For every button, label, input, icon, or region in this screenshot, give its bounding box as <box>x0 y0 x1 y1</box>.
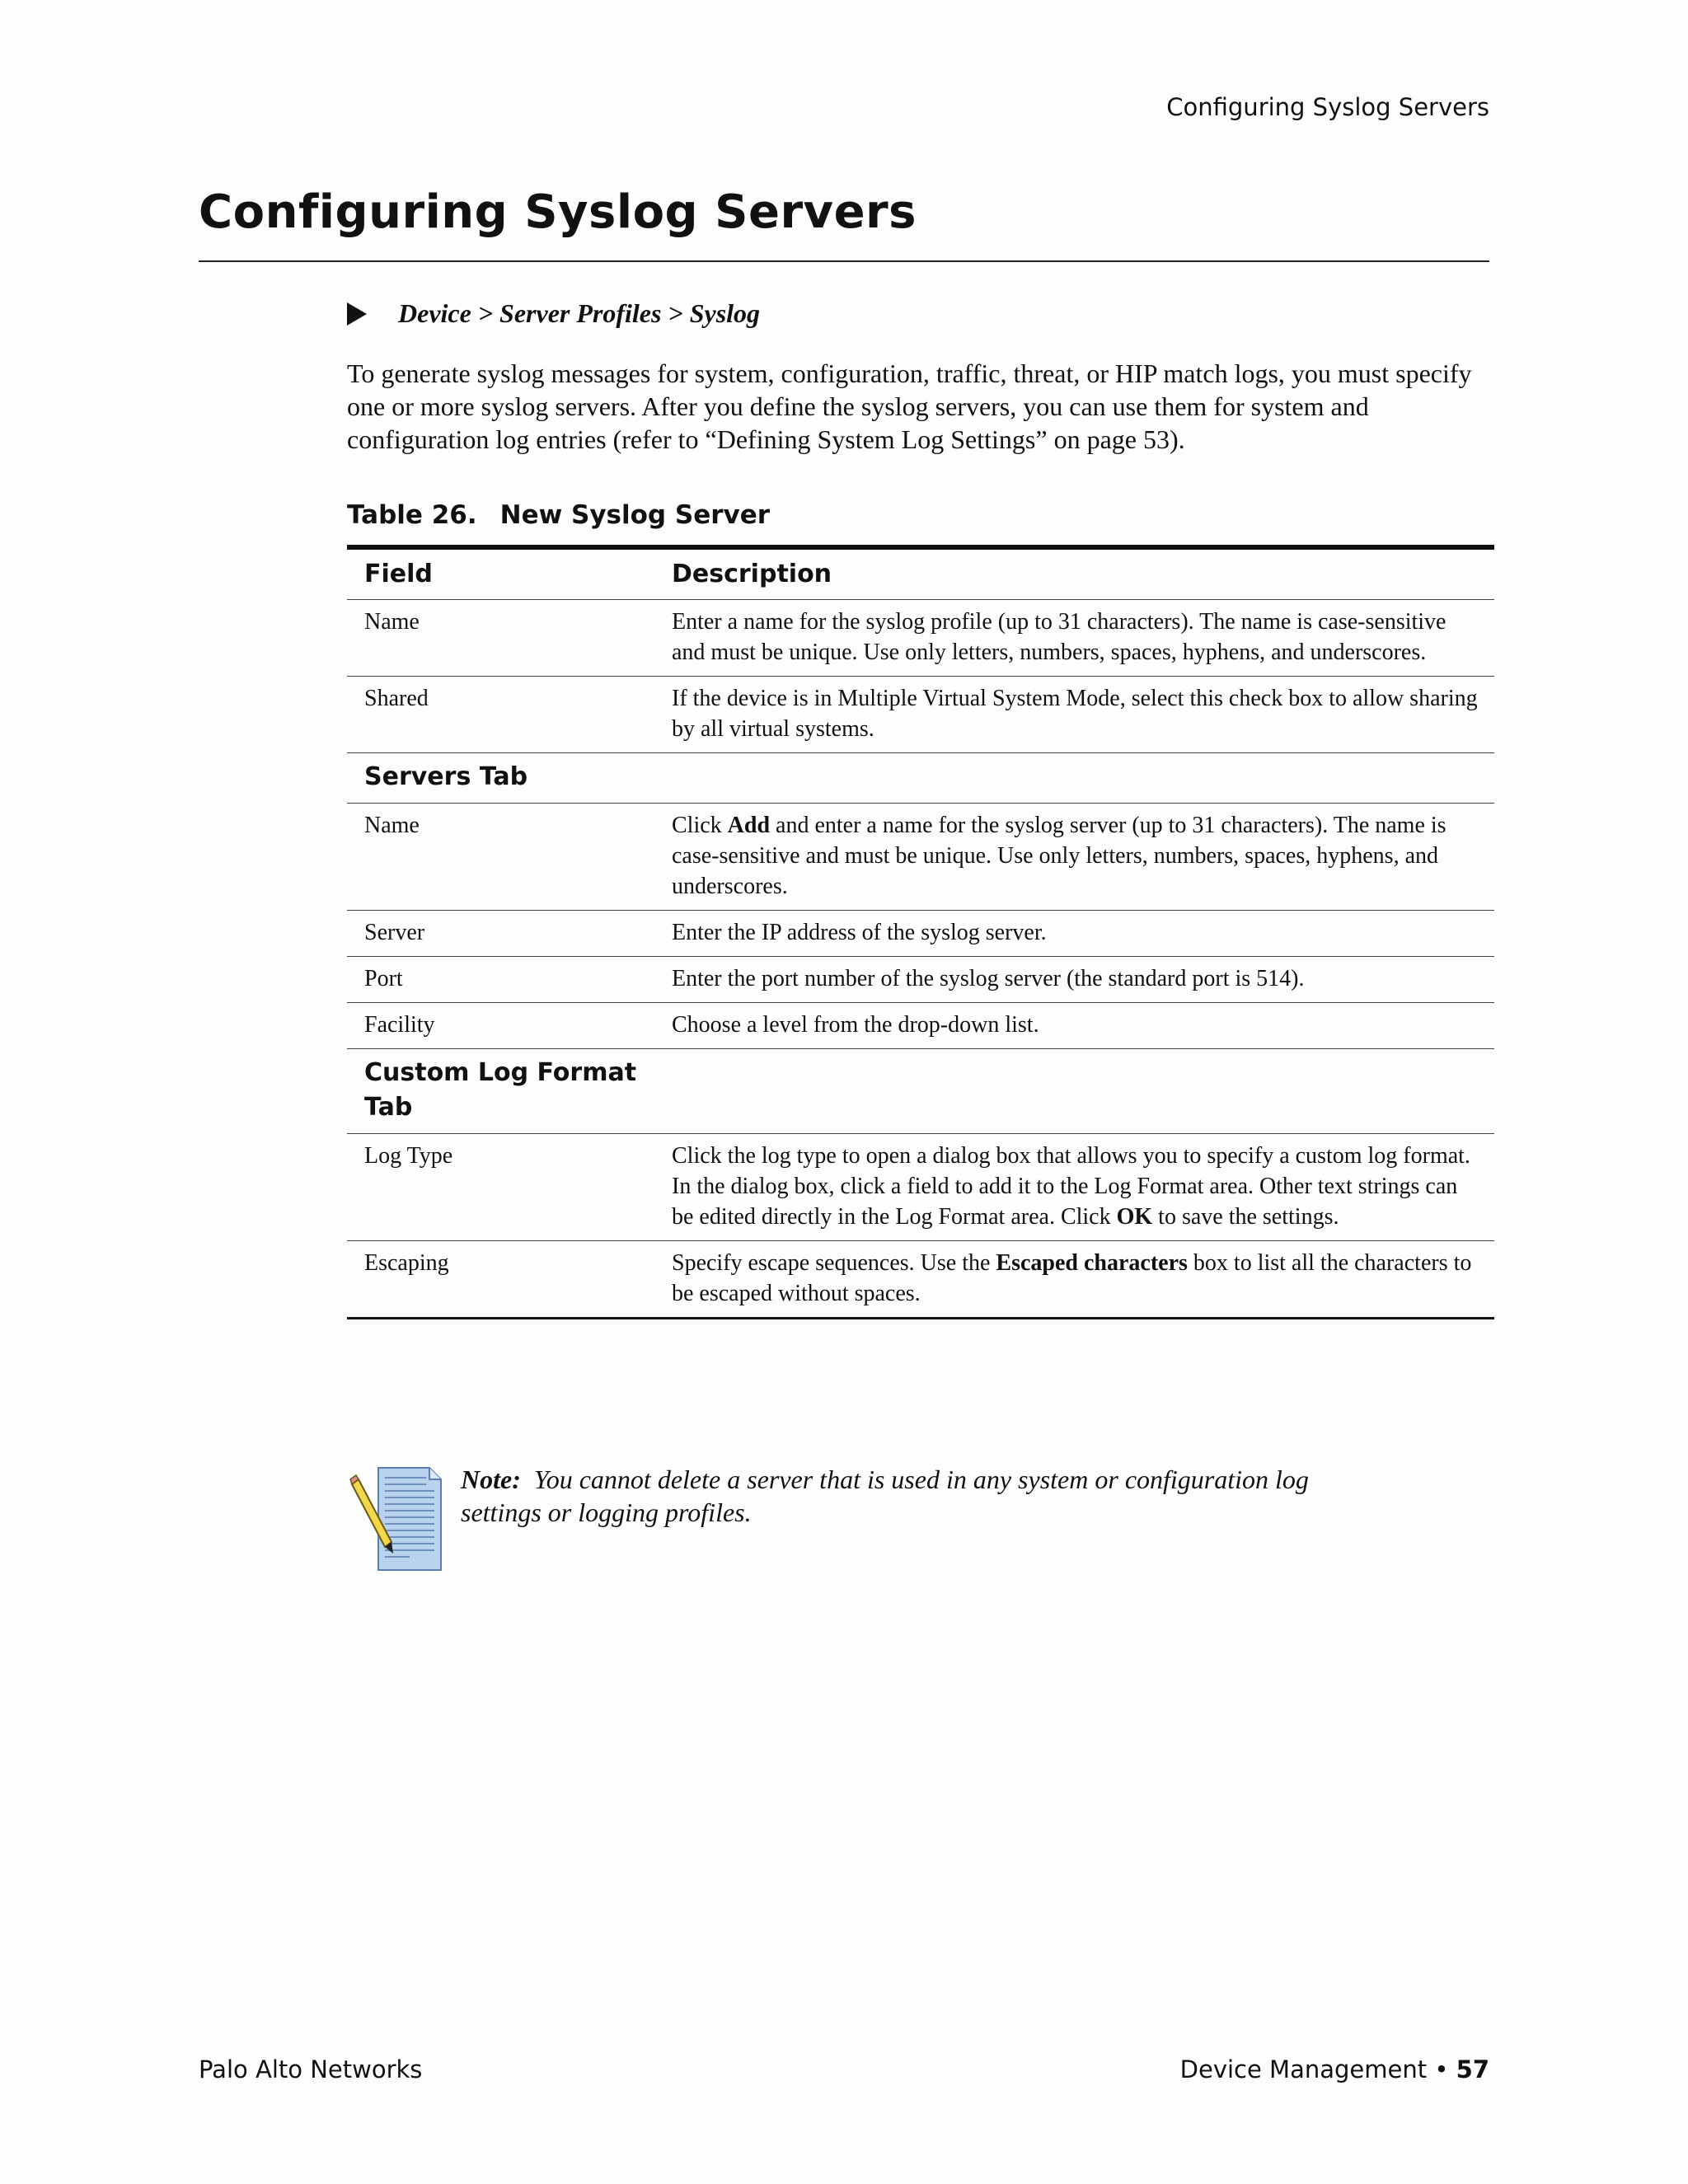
table-row <box>347 911 1494 957</box>
footer-bullet: • <box>1434 2055 1449 2083</box>
navigation-path <box>347 298 760 329</box>
table-row <box>347 804 1494 911</box>
section-row-custom-log-format-tab <box>347 1049 1494 1134</box>
description-cell: Specify escape sequences. Use the Escaped characters box to list all the characters to be escaped without spaces. <box>672 1250 1472 1306</box>
footer-section: Device Management <box>1179 2055 1428 2083</box>
table-row <box>347 1003 1494 1049</box>
note-pencil-icon <box>347 1463 462 1574</box>
description-cell: Enter the IP address of the syslog server. <box>654 911 1494 957</box>
running-header: Configuring Syslog Servers <box>1166 93 1489 121</box>
field-cell: Server <box>347 911 654 957</box>
page-title: Configuring Syslog Servers <box>199 185 917 239</box>
description-cell: Enter the port number of the syslog server (the standard port is 514). <box>654 957 1494 1003</box>
triangle-right-icon <box>347 302 367 326</box>
table-row <box>347 600 1494 677</box>
table-row <box>347 1241 1494 1319</box>
description-cell: Click the log type to open a dialog box that allows you to specify a custom log format. In the dialog box, click a field to add it to the Log Format area. Other text strings can be edited directly in the Log Format area. Click OK to save the settings. <box>654 1134 1494 1241</box>
header-description: Description <box>654 547 1494 600</box>
field-cell: Shared <box>347 677 654 753</box>
field-cell: Name <box>347 804 654 911</box>
field-cell: Facility <box>347 1003 654 1049</box>
footer-page-info <box>1180 2055 1489 2083</box>
section-heading: Servers Tab <box>347 753 654 804</box>
intro-paragraph: To generate syslog messages for system, configuration, traffic, threat, or HIP match logs, you must specify one or more syslog servers. After you define the syslog servers, you can use them for system and configuration log entries (refer to “Defining System Log Settings” on page 53). <box>347 359 1472 454</box>
table-caption <box>347 500 770 530</box>
navigation-path-text: Device > Server Profiles > Syslog <box>398 298 761 328</box>
section-heading: Custom Log Format Tab <box>347 1049 654 1134</box>
table-row <box>347 957 1494 1003</box>
description-cell: Click Add and enter a name for the syslog server (up to 31 characters). The name is case-sensitive and must be unique. Use only letters, numbers, spaces, hyphens, and underscores. <box>654 804 1494 911</box>
description-cell: Enter a name for the syslog profile (up to 31 characters). The name is case-sensitive and must be unique. Use only letters, numbers, spaces, hyphens, and underscores. <box>654 600 1494 677</box>
field-cell: Escaping <box>364 1250 449 1276</box>
field-cell: Name <box>347 600 654 677</box>
page-number: 57 <box>1456 2055 1489 2083</box>
title-rule <box>199 260 1489 262</box>
field-cell: Port <box>347 957 654 1003</box>
table-row <box>347 1134 1494 1241</box>
note-text: Note: You cannot delete a server that is used in any system or configuration log settings or logging profiles. <box>461 1465 1309 1527</box>
table-row <box>347 677 1494 753</box>
description-cell: Choose a level from the drop-down list. <box>654 1003 1494 1049</box>
table-header-row <box>347 547 1494 600</box>
description-cell: If the device is in Multiple Virtual System Mode, select this check box to allow sharing by all virtual systems. <box>654 677 1494 753</box>
header-field: Field <box>347 547 654 600</box>
field-cell: Log Type <box>347 1134 654 1241</box>
note-callout <box>347 1463 1384 1574</box>
syslog-server-table <box>347 545 1494 1319</box>
table-number: Table 26. <box>347 500 477 530</box>
footer-publisher: Palo Alto Networks <box>199 2055 423 2083</box>
table-title: New Syslog Server <box>499 500 771 530</box>
section-row-servers-tab <box>347 753 1494 804</box>
